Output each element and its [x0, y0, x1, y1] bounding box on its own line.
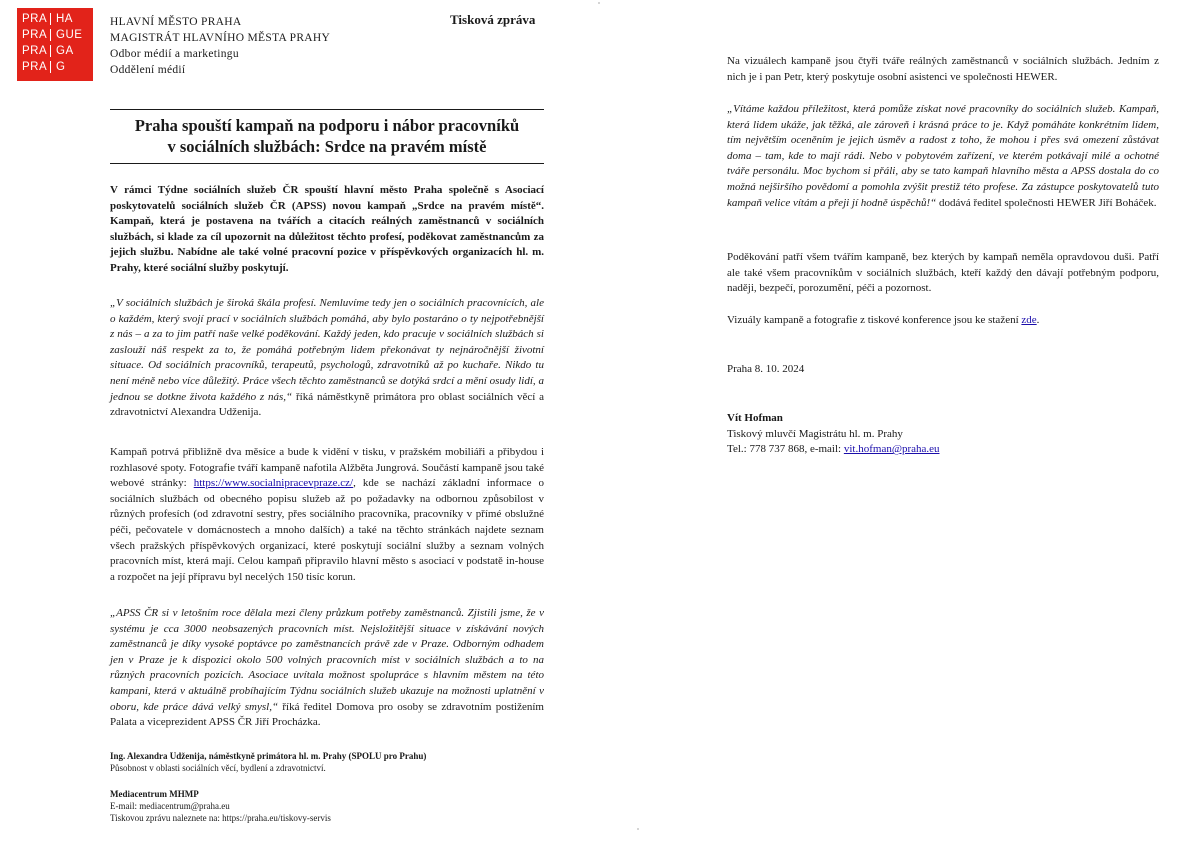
org-department: Odbor médií a marketingu — [110, 48, 239, 60]
contact-name: Vít Hofman — [727, 412, 783, 424]
campaign-website-link[interactable]: https://www.socialnipracevpraze.cz/ — [193, 477, 354, 490]
org-magistrate: MAGISTRÁT HLAVNÍHO MĚSTA PRAHY — [110, 32, 331, 44]
signature-udzenija — [110, 750, 426, 774]
mediacentrum-web: Tiskovou zprávu naleznete na: https://praha.eu/tiskovy-servis — [110, 813, 331, 823]
contact-role: Tiskový mluvčí Magistrátu hl. m. Prahy — [727, 427, 903, 440]
download-link[interactable]: zde — [1021, 314, 1037, 326]
mediacentrum-title: Mediacentrum MHMP — [110, 789, 199, 799]
scan-mark — [598, 2, 600, 4]
thanks-paragraph: Poděkování patří všem tvářím kampaně, bez kterých by kampaň neměla opravdovou duši. Patří ale také všem pracovníkům v sociálních službách, kteří každý den dávají potřebným podporu, naději, bezpečí, porozumění, péči a pozornost. — [727, 251, 1159, 295]
signature-role: Působnost v oblasti sociálních věcí, bydlení a zdravotnictví. — [110, 763, 326, 773]
prague-logo: PRA HA PRA GUE PRA GA PRA G — [17, 8, 93, 81]
quote-prochazka: „APSS ČR si v letošním roce dělala mezi členy průzkum potřeby zaměstnanců. Zjistili jsme, že v systému je cca 3000 neobsazených pracovních míst. Nejsložitější situace v získávání nových zaměstnanců je díky vysoké poptávce po zaměstnancích právě zde v Praze. Odborným odhadem jen v Praze je k dispozici okolo 500 volných pracovních míst v sociálních službách a to na různých pracovních pozicích. Asociace uvítala možnost spolupráce s hlavním městem na této kampani, která v aktuálně probíhajícím Týdnu sociálních služeb ukazuje na možnosti uplatnění v oboru, kde práce dává velký smysl,“ říká ředitel Domova pro osoby se zdravotním postižením Palata a viceprezident APSS ČR Jiří Procházka. — [110, 607, 544, 729]
lead-paragraph: V rámci Týdne sociálních služeb ČR spouští hlavní město Praha společně s Asociací poskytovatelů sociálních služeb ČR (APSS) novou kampaň „Srdce na pravém místě“. Kampaň, která je postavena na tvářích a citacích reálných zaměstnanců v sociálních službách, si klade za cíl upozornit na důležitost těchto profesí, poděkovat zaměstnancům za jejich službu. Nabídne ale také volné pracovní pozice v příspěvkových organizacích hl. m. Prahy, které sociální služby poskytují. — [110, 184, 544, 274]
visuals-paragraph: Na vizuálech kampaně jsou čtyři tváře reálných zaměstnanců v sociálních službách. Jedním z nich je i pan Petr, který poskytuje osobní asistenci ve společnosti HEWER. — [727, 55, 1159, 83]
mediacentrum-email: E-mail: mediacentrum@praha.eu — [110, 801, 230, 811]
organization-header — [110, 14, 330, 78]
page-title: Praha spouští kampaň na podporu i nábor pracovníků v sociálních službách: Srdce na pravém místě — [134, 116, 520, 156]
mediacentrum-contact — [110, 788, 331, 824]
contact-email-link[interactable]: vit.hofman@praha.eu — [843, 443, 940, 456]
quote-bohacek: „Vítáme každou příležitost, která pomůže získat nové pracovníky do sociálních služeb. Kampaň, která lidem ukáže, jak těžká, ale zároveň i krásná práce to je. Když pomáháte konkrétním lidem, tím největším oceněním je jejich úsměv a radost z toho, že mohou i přes svá omezení zůstávat doma – tam, kde to mají rádi. Nebo v pobytovém zařízení, ve kterém potkávají milé a ochotné tváře personálu. Moc bychom si přáli, aby se tato kampaň hlavního města a APSS dostala do co možná nejširšího povědomí a pomohla zvýšit prestiž této profese. Za zástupce poskytovatelů tuto kampaň velice vítám a přeji jí hodně úspěchů!“ dodává ředitel společnosti HEWER Jiří Boháček. — [727, 103, 1159, 209]
release-date: Praha 8. 10. 2024 — [727, 363, 805, 375]
contact-line: Tel.: 778 737 868, e-mail: vit.hofman@praha.eu — [727, 443, 940, 456]
org-name: HLAVNÍ MĚSTO PRAHA — [110, 16, 242, 28]
quote-udzenija: „V sociálních službách je široká škála profesí. Nemluvíme tedy jen o sociálních pracovnících, ale o každém, který svojí prací v sociálních službách pomáhá, aby bylo postaráno o ty nejpotřebnější z nás – a za to jim patří naše velké poděkování. Každý jeden, kdo pracuje v sociálních službách si zaslouží náš respekt za to, že pomáhá potřebným lidem překonávat ty nejnáročnější životní situace. Od sociálních pracovníků, terapeutů, psychologů, zdravotníků až po kuchaře. Nikdo tu není méně nebo více důležitý. Práce všech těchto zaměstnanců se dotýká srdcí a mění osudy lidí, a jednou se dotkne života každého z nás,“ říká náměstkyně primátora pro oblast sociálních věcí a zdravotnictví Alexandra Udženija. — [110, 297, 544, 419]
campaign-paragraph: Kampaň potrvá přibližně dva měsíce a bude k vidění v tisku, v pražském mobiliáři a přibydou i rozhlasové spoty. Fotografie tváří kampaně nafotila Alžběta Jungrová. Součástí kampaně jsou také webové stránky: https://www.socialnipracevpraze.cz/, kde se nachází základní informace o sociálních službách od obecného popisu služeb až po požadavky na odbornou způsobilost v různých profesích (od zdravotní sestry, přes sociálního pracovníka, pracovníky v přímé obslužné péči, pečovatele v domácnostech a mnoho dalších) a také na těchto stránkách najdete seznam všech pražských příspěvkových organizací, které poskytují sociální služby a seznam volných pracovních míst, která mají. Celou kampaň připravilo hlavní město s asociací v podstatě in-house a rozpočet na její přípravu byl necelých 150 tisíc korun. — [110, 446, 544, 583]
title-top-rule — [110, 109, 544, 110]
org-section: Oddělení médií — [110, 64, 186, 76]
signature-name: Ing. Alexandra Udženija, náměstkyně primátora hl. m. Prahy (SPOLU pro Prahu) — [110, 751, 427, 761]
scan-mark — [637, 828, 639, 830]
press-contact — [727, 411, 940, 458]
title-bottom-rule — [110, 163, 544, 164]
download-paragraph: Vizuály kampaně a fotografie z tiskové konference jsou ke stažení zde. — [727, 314, 1040, 326]
press-release-label: Tisková zpráva — [450, 12, 536, 27]
